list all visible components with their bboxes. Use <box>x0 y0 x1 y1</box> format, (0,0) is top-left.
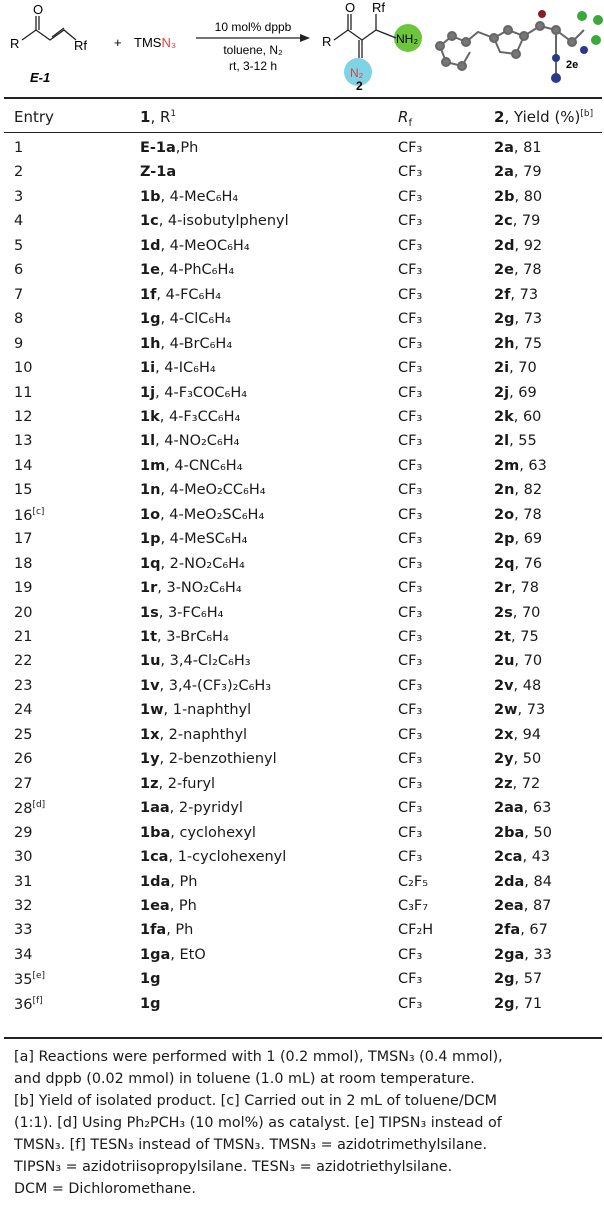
entry-cell: 3 <box>14 188 24 205</box>
rf-cell: CF₂H <box>398 922 434 939</box>
table-row <box>0 164 604 188</box>
table-row <box>0 825 604 849</box>
table-row <box>0 556 604 580</box>
entry-cell: 2 <box>14 164 24 181</box>
yield-cell: 2n, 82 <box>494 482 543 499</box>
table-row <box>0 409 604 433</box>
substrate-cell: 1aa, 2-pyridyl <box>140 800 243 817</box>
product-structure <box>334 14 396 58</box>
table-top-rule <box>4 97 602 99</box>
reaction-scheme <box>0 0 604 96</box>
table-row <box>0 213 604 237</box>
substrate-cell: 1o, 4-MeO₂SC₆H₄ <box>140 506 265 523</box>
entry-cell: 25 <box>14 726 33 743</box>
entry-cell: 36[f] <box>14 995 43 1013</box>
substrate-cell: 1r, 3-NO₂C₆H₄ <box>140 580 242 597</box>
entry-cell: 24 <box>14 702 33 719</box>
product-r: R <box>322 34 332 49</box>
yield-cell: 2fa, 67 <box>494 922 548 939</box>
product-n2: N₂ <box>350 66 364 80</box>
table-row <box>0 189 604 213</box>
rf-cell: CF₃ <box>398 629 423 645</box>
yield-cell: 2j, 69 <box>494 384 537 401</box>
substrate-cell: E-1a,Ph <box>140 140 199 156</box>
yield-cell: 2u, 70 <box>494 653 543 670</box>
condition-time: rt, 3-12 h <box>228 59 278 73</box>
yield-cell: 2e, 78 <box>494 262 542 279</box>
yield-cell: 2s, 70 <box>494 604 541 621</box>
substrate-cell: 1h, 4-BrC₆H₄ <box>140 335 233 352</box>
entry-cell: 14 <box>14 457 33 474</box>
condition-catalyst: 10 mol% dppb <box>214 20 292 34</box>
rf-cell: CF₃ <box>398 971 423 988</box>
substrate-cell: Z-1a <box>140 164 177 181</box>
table-row <box>0 507 604 531</box>
rf-cell: C₂F₅ <box>398 873 429 890</box>
entry-cell: 32 <box>14 897 33 914</box>
table-row <box>0 360 604 384</box>
header-yield: 2, Yield (%)[b] <box>494 108 594 126</box>
yield-cell: 2q, 76 <box>494 555 543 572</box>
yield-cell: 2g, 71 <box>494 995 543 1012</box>
table-row <box>0 653 604 677</box>
rf-cell: CF₃ <box>398 604 423 621</box>
footnote-line: DCM = Dichloromethane. <box>14 1181 196 1197</box>
entry-cell: 12 <box>14 408 33 425</box>
entry-cell: 1 <box>14 140 24 156</box>
yield-cell: 2g, 57 <box>494 971 543 988</box>
header-entry: Entry <box>14 108 54 126</box>
entry-cell: 31 <box>14 873 33 890</box>
rf-cell: CF₃ <box>398 213 423 230</box>
rf-cell: CF₃ <box>398 677 423 694</box>
reactant-r: R <box>10 36 20 51</box>
yield-cell: 2o, 78 <box>494 506 542 523</box>
rf-cell: CF₃ <box>398 555 423 572</box>
substrate-cell: 1y, 2-benzothienyl <box>140 751 277 768</box>
rf-cell: CF₃ <box>398 164 423 181</box>
reactant-structure <box>22 16 76 40</box>
substrate-cell: 1u, 3,4-Cl₂C₆H₃ <box>140 653 251 670</box>
entry-cell: 20 <box>14 604 33 621</box>
rf-cell: CF₃ <box>398 408 423 425</box>
entry-cell: 34 <box>14 946 33 963</box>
table-row <box>0 971 604 995</box>
yield-cell: 2ca, 43 <box>494 849 551 866</box>
table-row <box>0 898 604 922</box>
table-row <box>0 874 604 898</box>
substrate-cell: 1d, 4-MeOC₆H₄ <box>140 237 250 254</box>
substrate-cell: 1e, 4-PhC₆H₄ <box>140 262 235 279</box>
entry-cell: 23 <box>14 677 33 694</box>
substrate-cell: 1da, Ph <box>140 873 198 890</box>
header-r1: 1, $R^1$ <box>140 108 177 126</box>
table-row <box>0 947 604 971</box>
substrate-cell: 1z, 2-furyl <box>140 775 216 792</box>
entry-cell: 33 <box>14 922 33 939</box>
table-row <box>0 336 604 360</box>
entry-cell: 9 <box>14 335 24 352</box>
table-row <box>0 580 604 604</box>
substrate-cell: 1fa, Ph <box>140 922 194 939</box>
rf-cell: CF₃ <box>398 482 423 499</box>
substrate-cell: 1ba, cyclohexyl <box>140 824 256 841</box>
rf-cell: CF₃ <box>398 751 423 768</box>
table-row <box>0 262 604 286</box>
substrate-cell: 1j, 4-F₃COC₆H₄ <box>140 384 248 401</box>
substrate-cell: 1c, 4-isobutylphenyl <box>140 213 289 230</box>
table-row <box>0 531 604 555</box>
rf-cell: CF₃ <box>398 580 423 597</box>
footnotes <box>14 1046 599 1200</box>
arrow-head-icon <box>300 34 310 42</box>
yield-cell: 2t, 75 <box>494 629 539 645</box>
substrate-cell: 1v, 3,4-(CF₃)₂C₆H₃ <box>140 677 272 694</box>
product-oxygen: O <box>345 0 356 15</box>
entry-cell: 26 <box>14 751 33 768</box>
rf-cell: CF₃ <box>398 360 423 377</box>
rf-cell: CF₃ <box>398 653 423 670</box>
reactant-label: E-1 <box>30 70 51 85</box>
yield-cell: 2ga, 33 <box>494 946 552 963</box>
table-header-rule <box>4 132 602 133</box>
substrate-cell: 1x, 2-naphthyl <box>140 726 248 743</box>
yield-cell: 2k, 60 <box>494 408 542 425</box>
footnote-line: TIPSN₃ = azidotriisopropylsilane. TESN₃ = azidotriethylsilane. <box>14 1159 453 1175</box>
rf-cell: CF₃ <box>398 335 423 352</box>
product-nh2: NH₂ <box>396 32 418 46</box>
entry-cell: 30 <box>14 849 33 866</box>
entry-cell: 27 <box>14 775 33 792</box>
yield-cell: 2g, 73 <box>494 311 543 328</box>
entry-cell: 29 <box>14 824 33 841</box>
rf-cell: CF₃ <box>398 506 423 523</box>
yield-cell: 2a, 81 <box>494 140 542 156</box>
rf-cell: CF₃ <box>398 140 423 156</box>
entry-cell: 7 <box>14 286 24 303</box>
table-row <box>0 482 604 506</box>
substrate-cell: 1g <box>140 995 161 1012</box>
yield-cell: 2m, 63 <box>494 457 547 474</box>
reagent: TMSN₃ <box>134 35 177 50</box>
rf-cell: CF₃ <box>398 726 423 743</box>
reactant-rf: Rf <box>74 38 87 53</box>
entry-cell: 8 <box>14 311 24 328</box>
yield-cell: 2f, 73 <box>494 286 539 303</box>
table-row <box>0 922 604 946</box>
entry-cell: 17 <box>14 531 33 548</box>
product-rf: Rf <box>372 0 385 15</box>
yield-cell: 2p, 69 <box>494 531 543 548</box>
table-row <box>0 996 604 1020</box>
entry-cell: 21 <box>14 629 33 645</box>
yield-cell: 2aa, 63 <box>494 800 552 817</box>
yield-cell: 2da, 84 <box>494 873 552 890</box>
rf-cell: CF₃ <box>398 457 423 474</box>
entry-cell: 11 <box>14 384 33 401</box>
yield-cell: 2ea, 87 <box>494 897 552 914</box>
entry-cell: 28[d] <box>14 800 46 818</box>
rf-cell: CF₃ <box>398 237 423 254</box>
table-row <box>0 287 604 311</box>
yield-cell: 2y, 50 <box>494 751 542 768</box>
entry-cell: 18 <box>14 555 33 572</box>
rf-cell: CF₃ <box>398 384 423 401</box>
header-rf: $R_f$ <box>398 108 412 129</box>
yield-cell: 2d, 92 <box>494 237 543 254</box>
substrate-cell: 1w, 1-naphthyl <box>140 702 252 719</box>
rf-cell: CF₃ <box>398 531 423 548</box>
yield-cell: 2v, 48 <box>494 677 542 694</box>
table-row <box>0 458 604 482</box>
yield-cell: 2ba, 50 <box>494 824 552 841</box>
table-row <box>0 140 604 164</box>
substrate-cell: 1ca, 1-cyclohexenyl <box>140 849 287 866</box>
table-row <box>0 629 604 653</box>
table-bottom-rule <box>4 1037 602 1039</box>
substrate-cell: 1l, 4-NO₂C₆H₄ <box>140 433 240 450</box>
rf-cell: CF₃ <box>398 311 423 328</box>
reactant-oxygen: O <box>33 2 44 17</box>
footnote-line: [a] Reactions were performed with 1 (0.2 mmol), TMSN₃ (0.4 mmol), <box>14 1049 503 1065</box>
table-row <box>0 776 604 800</box>
table-row <box>0 238 604 262</box>
yield-cell: 2x, 94 <box>494 726 542 743</box>
rf-cell: CF₃ <box>398 286 423 303</box>
yield-cell: 2b, 80 <box>494 188 543 205</box>
table-row <box>0 433 604 457</box>
table-row <box>0 678 604 702</box>
table-row <box>0 751 604 775</box>
entry-cell: 10 <box>14 360 33 377</box>
substrate-cell: 1g, 4-ClC₆H₄ <box>140 311 231 328</box>
footnote-line: (1:1). [d] Using Ph₂PCH₃ (10 mol%) as catalyst. [e] TIPSN₃ instead of <box>14 1115 502 1131</box>
rf-cell: CF₃ <box>398 775 423 792</box>
yield-cell: 2w, 73 <box>494 702 546 719</box>
table-row <box>0 849 604 873</box>
table-row <box>0 385 604 409</box>
footnote-line: and dppb (0.02 mmol) in toluene (1.0 mL) at room temperature. <box>14 1071 475 1087</box>
yield-cell: 2l, 55 <box>494 433 537 450</box>
entry-cell: 16[c] <box>14 506 45 524</box>
plus-sign: + <box>114 35 122 50</box>
footnote-line: TMSN₃. [f] TESN₃ instead of TMSN₃. TMSN₃ = azidotrimethylsilane. <box>14 1137 487 1153</box>
product-label: 2 <box>356 79 363 93</box>
rf-cell: CF₃ <box>398 188 423 205</box>
entry-cell: 13 <box>14 433 33 450</box>
substrate-cell: 1b, 4-MeC₆H₄ <box>140 188 239 205</box>
substrate-cell: 1t, 3-BrC₆H₄ <box>140 629 229 645</box>
substrate-cell: 1m, 4-CNC₆H₄ <box>140 457 243 474</box>
substrate-cell: 1q, 2-NO₂C₆H₄ <box>140 555 245 572</box>
entry-cell: 19 <box>14 580 33 597</box>
substrate-cell: 1f, 4-FC₆H₄ <box>140 286 222 303</box>
condition-solvent: toluene, N₂ <box>223 43 283 57</box>
entry-cell: 4 <box>14 213 24 230</box>
substrate-cell: 1n, 4-MeO₂CC₆H₄ <box>140 482 266 499</box>
substrate-cell: 1k, 4-F₃CC₆H₄ <box>140 408 241 425</box>
rf-cell: CF₃ <box>398 995 423 1012</box>
table-row <box>0 800 604 824</box>
yield-cell: 2a, 79 <box>494 164 542 181</box>
substrate-cell: 1ga, EtO <box>140 946 206 963</box>
table-row <box>0 311 604 335</box>
entry-cell: 22 <box>14 653 33 670</box>
rf-cell: CF₃ <box>398 824 423 841</box>
table-row <box>0 702 604 726</box>
rf-cell: CF₃ <box>398 433 423 450</box>
yield-cell: 2c, 79 <box>494 213 541 230</box>
rf-cell: CF₃ <box>398 262 423 279</box>
substrate-cell: 1ea, Ph <box>140 897 197 914</box>
rf-cell: C₃F₇ <box>398 897 429 914</box>
yield-cell: 2z, 72 <box>494 775 541 792</box>
crystal-label: 2e <box>566 59 579 71</box>
rf-cell: CF₃ <box>398 800 423 817</box>
yield-cell: 2h, 75 <box>494 335 543 352</box>
entry-cell: 35[e] <box>14 971 46 989</box>
yield-cell: 2i, 70 <box>494 360 537 377</box>
entry-cell: 15 <box>14 482 33 499</box>
rf-cell: CF₃ <box>398 849 423 866</box>
table-row <box>0 605 604 629</box>
rf-cell: CF₃ <box>398 702 423 719</box>
entry-cell: 6 <box>14 262 24 279</box>
rf-cell: CF₃ <box>398 946 423 963</box>
substrate-cell: 1g <box>140 971 161 988</box>
entry-cell: 5 <box>14 237 24 254</box>
substrate-cell: 1s, 3-FC₆H₄ <box>140 604 224 621</box>
substrate-cell: 1i, 4-IC₆H₄ <box>140 360 216 377</box>
yield-cell: 2r, 78 <box>494 580 539 597</box>
table-row <box>0 727 604 751</box>
crystal-structure-image <box>436 10 603 83</box>
substrate-cell: 1p, 4-MeSC₆H₄ <box>140 531 248 548</box>
footnote-line: [b] Yield of isolated product. [c] Carried out in 2 mL of toluene/DCM <box>14 1093 498 1109</box>
